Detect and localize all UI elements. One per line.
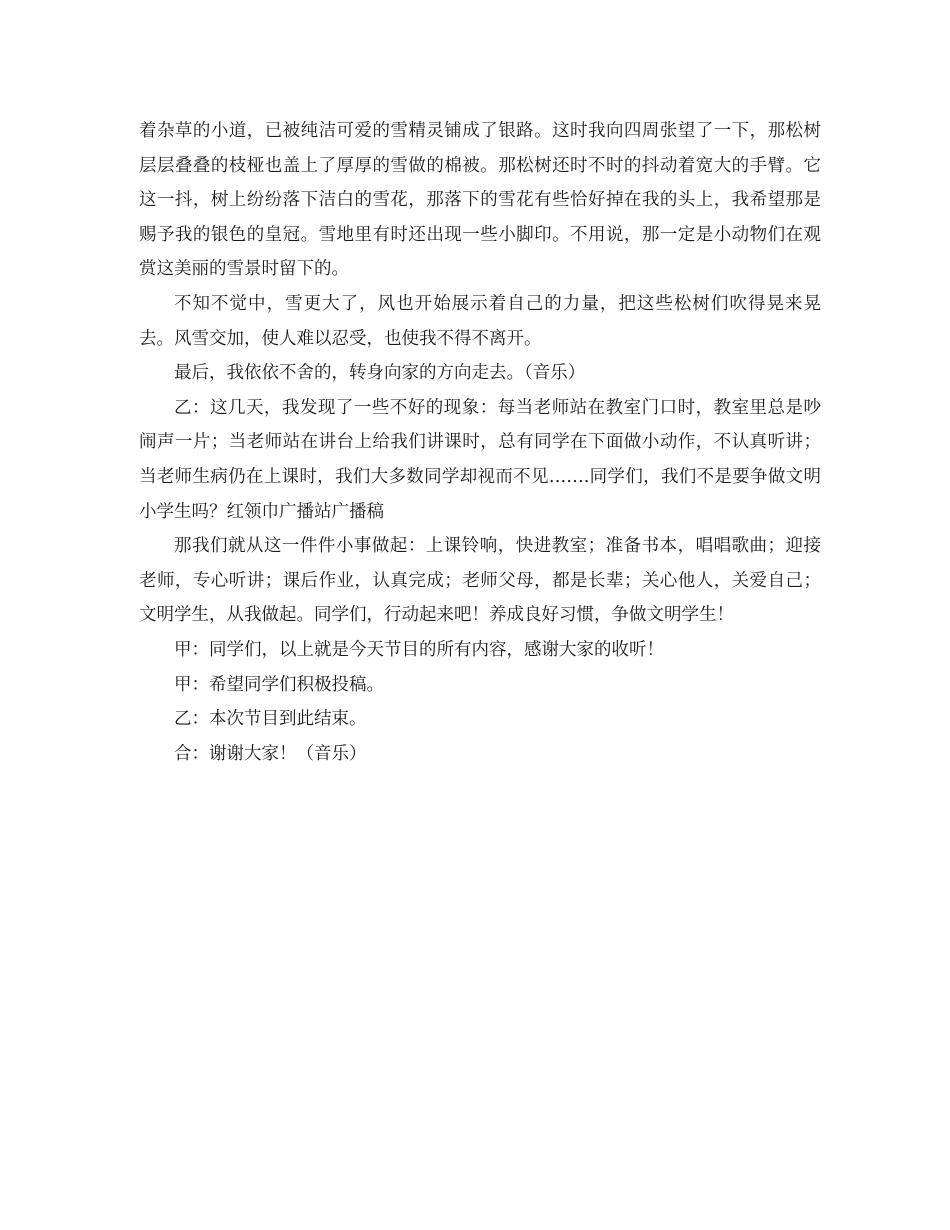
paragraph-snow-path: 着杂草的小道，已被纯洁可爱的雪精灵铺成了银路。这时我向四周张望了一下，那松树层层叠叠的枝桠也盖上了厚厚的雪做的棉被。那松树还时不时的抖动着宽大的手臂。它这一抖，树上纷纷落下洁白的雪花，那落下的雪花有些恰好掉在我的头上，我希望那是赐予我的银色的皇冠。雪地里有时还出现一些小脚印。不用说，那一定是小动物们在观赏这美丽的雪景时留下的。 [139, 121, 821, 280]
paragraph-wind-snow: 不知不觉中，雪更大了，风也开始展示着自己的力量，把这些松树们吹得晃来晃去。风雪交加，使人难以忍受，也使我不得不离开。 [139, 293, 821, 349]
paragraph-yi-observation: 乙：这几天，我发现了一些不好的现象：每当老师站在教室门口时，教室里总是吵闹声一片；当老师站在讲台上给我们讲课时，总有同学在下面做小动作，不认真听讲；当老师生病仍在上课时，我们大多数同学却视而不见…….同学们，我们不是要争做文明小学生吗？红领巾广播站广播稿 [139, 397, 821, 522]
paragraph-small-things: 那我们就从这一件件小事做起：上课铃响，快进教室；准备书本，唱唱歌曲；迎接老师，专心听讲；课后作业，认真完成；老师父母，都是长辈；关心他人，关爱自己；文明学生，从我做起。同学们，行动起来吧！养成良好习惯，争做文明学生！ [139, 536, 821, 626]
paragraph-together-thanks: 合：谢谢大家！（音乐） [174, 743, 367, 764]
document-body [139, 114, 821, 771]
paragraph-going-home: 最后，我依依不舍的，转身向家的方向走去。（音乐） [174, 363, 586, 384]
paragraph-jia-submit: 甲：希望同学们积极投稿。 [174, 674, 384, 695]
paragraph-jia-thanks: 甲：同学们，以上就是今天节目的所有内容，感谢大家的收听！ [174, 639, 664, 660]
paragraph-yi-end: 乙：本次节目到此结束。 [174, 709, 367, 730]
